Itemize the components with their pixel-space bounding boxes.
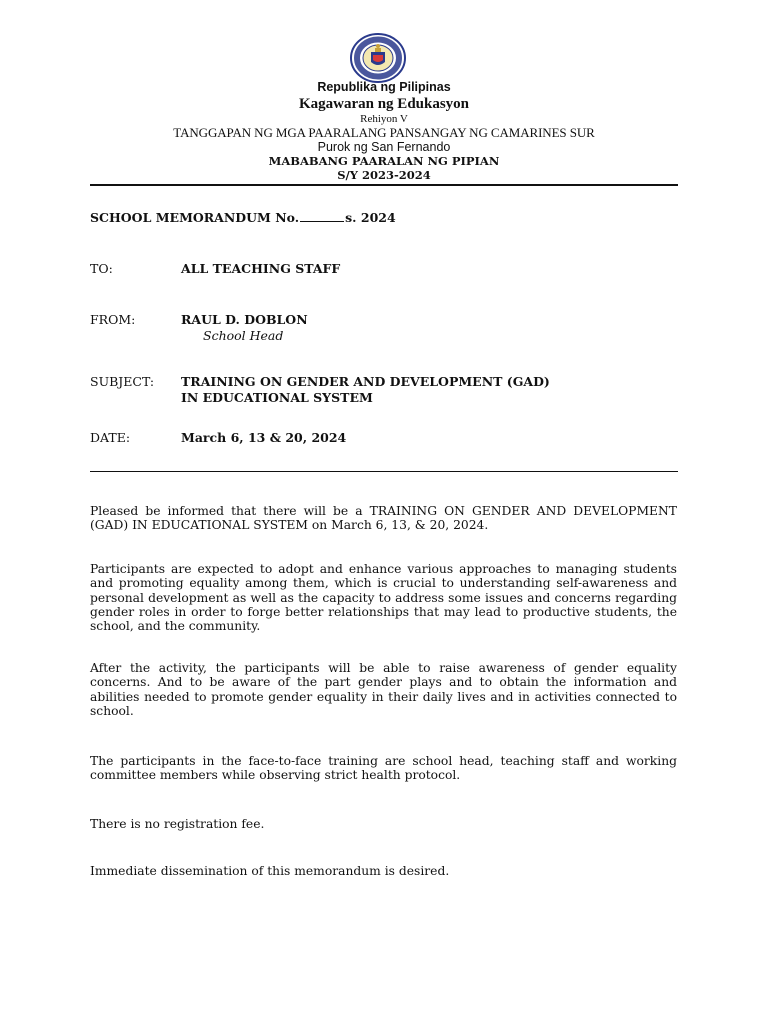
- from-name: RAUL D. DOBLON: [181, 312, 308, 327]
- memo-number-suffix: s. 2024: [345, 210, 396, 225]
- subject-line-1: TRAINING ON GENDER AND DEVELOPMENT (GAD): [181, 374, 550, 389]
- deped-seal-icon: [349, 33, 407, 83]
- division-office: TANGGAPAN NG MGA PAARALANG PANSANGAY NG CAMARINES SUR: [173, 125, 595, 140]
- body-paragraph-5: There is no registration fee.: [90, 817, 265, 831]
- header-divider: [90, 184, 678, 186]
- district-line: Purok ng San Fernando: [317, 140, 451, 154]
- body-paragraph-2: Participants are expected to adopt and enhance various approaches to managing students and promoting equality among them, which is crucial to understanding self-awareness and personal development as well as the capacity to address some issues and concerns regarding gender roles in order to forge better relationships that may lead to productive students, the school, and the community.: [90, 562, 677, 634]
- to-label: TO:: [90, 261, 113, 276]
- republic-line: Republika ng Pilipinas: [317, 80, 451, 94]
- department-name: Kagawaran ng Edukasyon: [298, 96, 470, 112]
- memo-number-line: [90, 209, 396, 225]
- memo-details-divider: [90, 471, 678, 472]
- school-year: S/Y 2023-2024: [337, 168, 431, 182]
- school-name: MABABANG PAARALAN NG PIPIAN: [268, 154, 500, 168]
- memo-number-prefix: SCHOOL MEMORANDUM No.: [90, 210, 300, 225]
- from-label: FROM:: [90, 312, 136, 327]
- to-value: ALL TEACHING STAFF: [181, 261, 341, 276]
- subject-label: SUBJECT:: [90, 374, 155, 389]
- subject-line-2: IN EDUCATIONAL SYSTEM: [181, 390, 373, 405]
- from-title: School Head: [203, 328, 284, 343]
- region-line: Rehiyon V: [360, 113, 408, 125]
- memo-number-blank: [300, 209, 344, 222]
- body-paragraph-3: After the activity, the participants will be able to raise awareness of gender equality concerns. And to be aware of the part gender plays and to obtain the information and abilities needed to promote gender equality in their daily lives and in activities connected to school.: [90, 661, 677, 718]
- body-paragraph-6: Immediate dissemination of this memorandum is desired.: [90, 864, 450, 878]
- body-paragraph-1: Pleased be informed that there will be a TRAINING ON GENDER AND DEVELOPMENT (GAD) IN EDUCATIONAL SYSTEM on March 6, 13, & 20, 2024.: [90, 504, 677, 533]
- date-value: March 6, 13 & 20, 2024: [181, 430, 347, 445]
- body-paragraph-4: The participants in the face-to-face training are school head, teaching staff and working committee members while observing strict health protocol.: [90, 754, 677, 783]
- date-label: DATE:: [90, 430, 131, 445]
